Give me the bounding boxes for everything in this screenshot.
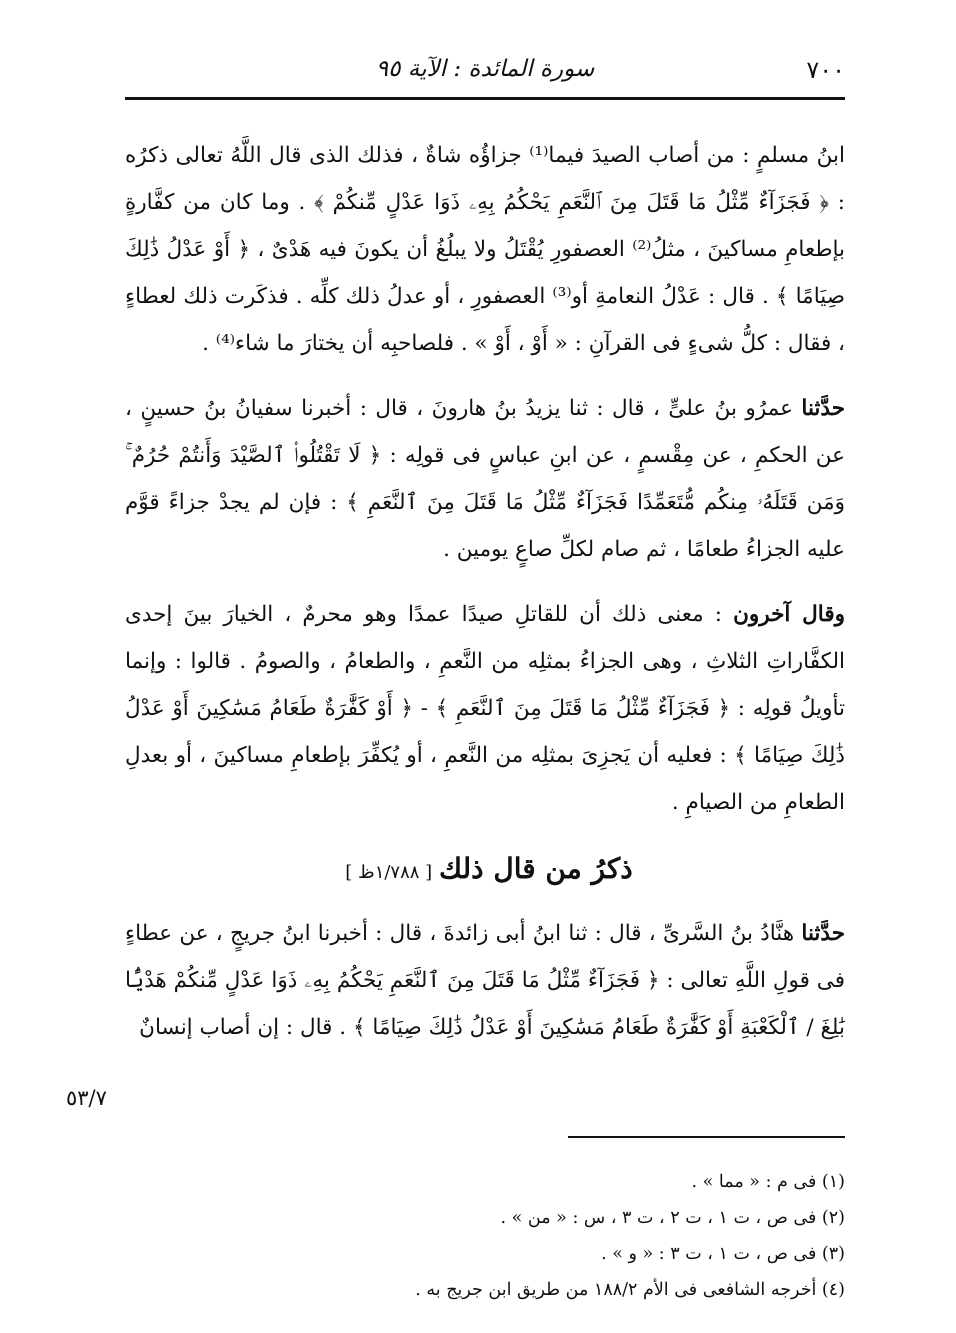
header-rule <box>125 97 845 100</box>
paragraph <box>125 385 845 573</box>
footnote-rule <box>568 1136 845 1138</box>
footnote: (١) فى م : « مما » . <box>691 1172 845 1192</box>
footnotes <box>125 1164 845 1308</box>
footnote: (٤) أخرجه الشافعى فى الأم ١٨٨/٢ من طريق ابن جريج به . <box>415 1280 845 1300</box>
page-header <box>125 48 845 98</box>
paragraph <box>125 591 845 826</box>
paragraph-text: ابنُ مسلمٍ : من أصاب الصيدَ فيما⁽¹⁾ جزاؤُه شاةٌ ، فذلك الذى قال اللَّهُ تعالى ذكرُه : ﴿ فَجَزَآءٌ مِّثْلُ مَا قَتَلَ مِنَ ٱلنَّعَمِ يَحْكُمُ بِهِۦ ذَوَا عَدْلٍ مِّنكُمْ ﴾ . وما كان من كفَّارةٍ بإطعامِ مساكينَ ، مثلُ⁽²⁾ العصفورِ يُقْتَلُ ولا يبلُغُ أن يكونَ فيه هَدْىٌ ، ﴿ أَوْ عَدْلُ ذَٰلِكَ صِيَامًا ﴾ . قال : عَدْلُ النعامةِ أو⁽³⁾ العصفورِ ، أو عدلُ ذلك كلِّه . فذكَرت ذلك لعطاءٍ ، فقال : كلُّ شىءٍ فى القرآنِ : « أَوْ ، أَوْ » . فلصاحبِه أن يختارَ ما شاء⁽⁴⁾ . <box>125 143 845 356</box>
paragraph <box>125 910 845 1051</box>
running-title: سورة المائدة : الآية ٩٥ <box>375 56 595 82</box>
paragraph <box>125 132 845 367</box>
margin-volume-reference: ٥٣/٧ <box>66 1086 107 1110</box>
paragraph-text: عمرُو بنُ علىٍّ ، قال : ثنا يزيدُ بنُ هارونَ ، قال : أخبرنا سفيانُ بنُ حسينٍ ، عن الحكمِ ، عن مِقْسمٍ ، عن ابنِ عباسٍ فى قولِه : ﴿ لَا تَقْتُلُوا۟ ٱلصَّيْدَ وَأَنتُمْ حُرُمٌ ۚ وَمَن قَتَلَهُۥ مِنكُم مُّتَعَمِّدًا فَجَزَآءٌ مِّثْلُ مَا قَتَلَ مِنَ ٱلنَّعَمِ ﴾ : فإن لم يجدْ جزاءً قوَّم عليه الجزاءُ طعامًا ، ثم صام لكلِّ صاعٍ يومين . <box>125 396 845 562</box>
section-title: ذكرُ من قال ذلك <box>439 852 633 885</box>
paragraph-lead: حدَّثنا <box>801 921 845 946</box>
footnote: (٢) فى ص ، ت ١ ، ت ٢ ، ت ٣ ، س : « من » . <box>500 1208 845 1228</box>
page-number: ٧٠٠ <box>806 56 845 84</box>
section-heading <box>125 846 845 896</box>
footnote: (٣) فى ص ، ت ١ ، ت ٣ : « و » . <box>601 1244 845 1264</box>
paragraph-lead: وقال آخرون <box>733 602 845 627</box>
manuscript-reference: [ ١/٧٨٨ظ ] <box>345 862 433 883</box>
paragraph-text: هنَّادُ بنُ السَّرىِّ ، قال : ثنا ابنُ أبى زائدةَ ، قال : أخبرنا ابنُ جريجٍ ، عن عطاءٍ فى قولِ اللَّهِ تعالى : ﴿ فَجَزَآءٌ مِّثْلُ مَا قَتَلَ مِنَ ٱلنَّعَمِ يَحْكُمُ بِهِۦ ذَوَا عَدْلٍ مِّنكُمْ هَدْيًۢا بَٰلِغَ / ٱلْكَعْبَةِ أَوْ كَفَّٰرَةٌ طَعَامُ مَسَٰكِينَ أَوْ عَدْلُ ذَٰلِكَ صِيَامًا ﴾ . قال : إن أصاب إنسانٌ <box>125 921 845 1040</box>
paragraph-text: : معنى ذلك أن للقاتلِ صيدًا عمدًا وهو محرمٌ ، الخيارَ بينَ إحدى الكفَّاراتِ الثلاثِ ، وهى الجزاءُ بمثلِه من النَّعمِ ، والطعامُ ، والصومُ . قالوا : وإنما تأويلُ قولِه : ﴿ فَجَزَآءٌ مِّثْلُ مَا قَتَلَ مِنَ ٱلنَّعَمِ ﴾ - ﴿ أَوْ كَفَّٰرَةٌ طَعَامُ مَسَٰكِينَ أَوْ عَدْلُ ذَٰلِكَ صِيَامًا ﴾ : فعليه أن يَجزِىَ بمثلِه من النَّعمِ ، أو يُكفِّرَ بإطعامِ مساكينَ ، أو بعدلِ الطعامِ من الصيامِ . <box>125 602 846 815</box>
paragraph-lead: حدَّثنا <box>801 396 845 421</box>
main-text <box>125 132 845 1051</box>
